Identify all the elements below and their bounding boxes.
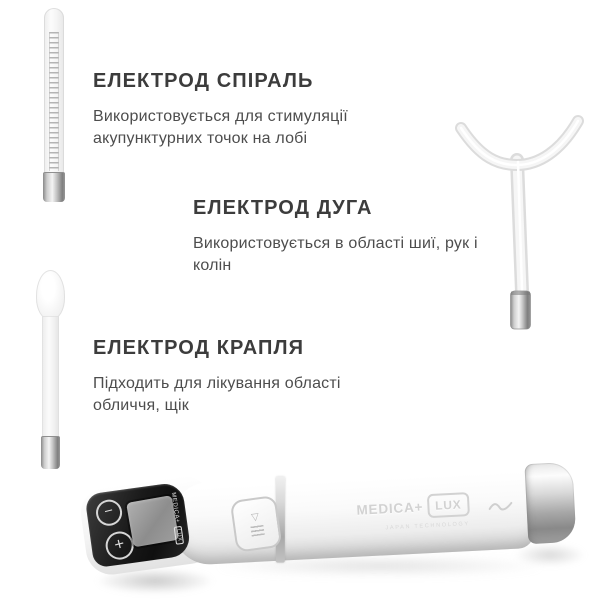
- brand-logo-text: MEDICA+: [356, 498, 424, 518]
- glass-stem: [42, 316, 59, 438]
- description-line: обличчя, щік: [93, 397, 189, 414]
- section-title: ЕЛЕКТРОД СПІРАЛЬ: [93, 70, 314, 92]
- section-description: [193, 233, 523, 277]
- power-mode-button: [230, 495, 283, 553]
- device-image: [82, 437, 598, 593]
- description-line: акупунктурних точок на лобі: [93, 130, 308, 147]
- metal-base: [43, 172, 65, 202]
- glass-drop-bulb: [36, 270, 65, 320]
- head-lux-badge: LUX: [174, 526, 184, 545]
- spiral-coil: [49, 32, 59, 171]
- section-spiral: [93, 70, 423, 150]
- metal-base: [41, 436, 60, 469]
- head-brand-text: MEDICA+: [169, 492, 181, 524]
- spiral-electrode-image: [36, 8, 72, 204]
- drop-electrode-image: [28, 266, 68, 470]
- section-description: [93, 373, 423, 417]
- brand-logo-lux-badge: LUX: [427, 492, 471, 518]
- device-control-panel: [84, 481, 191, 568]
- metal-base: [511, 291, 531, 329]
- plus-button: +: [103, 529, 137, 563]
- brand-tagline: JAPAN TECHNOLOGY: [385, 521, 470, 532]
- section-title: ЕЛЕКТРОД ДУГА: [193, 197, 373, 219]
- device-body: [171, 466, 535, 566]
- description-line: колін: [193, 257, 232, 274]
- section-arc: [193, 197, 523, 277]
- description-line: Підходить для лікування області: [93, 375, 341, 392]
- section-description: [93, 106, 423, 150]
- minus-button: −: [93, 497, 124, 528]
- section-title: ЕЛЕКТРОД КРАПЛЯ: [93, 337, 305, 359]
- chrome-electrode-socket: [524, 462, 576, 544]
- description-line: Використовується для стимуляції: [93, 108, 348, 125]
- description-line: Використовується в області шиї, рук і: [193, 235, 478, 252]
- intensity-bars-icon: [250, 524, 264, 536]
- metal-base-edge: [511, 292, 530, 296]
- triangle-icon: ▽: [250, 510, 260, 523]
- glass-tube: [44, 8, 64, 174]
- wave-bird-icon: [488, 499, 513, 514]
- section-drop: [93, 337, 423, 417]
